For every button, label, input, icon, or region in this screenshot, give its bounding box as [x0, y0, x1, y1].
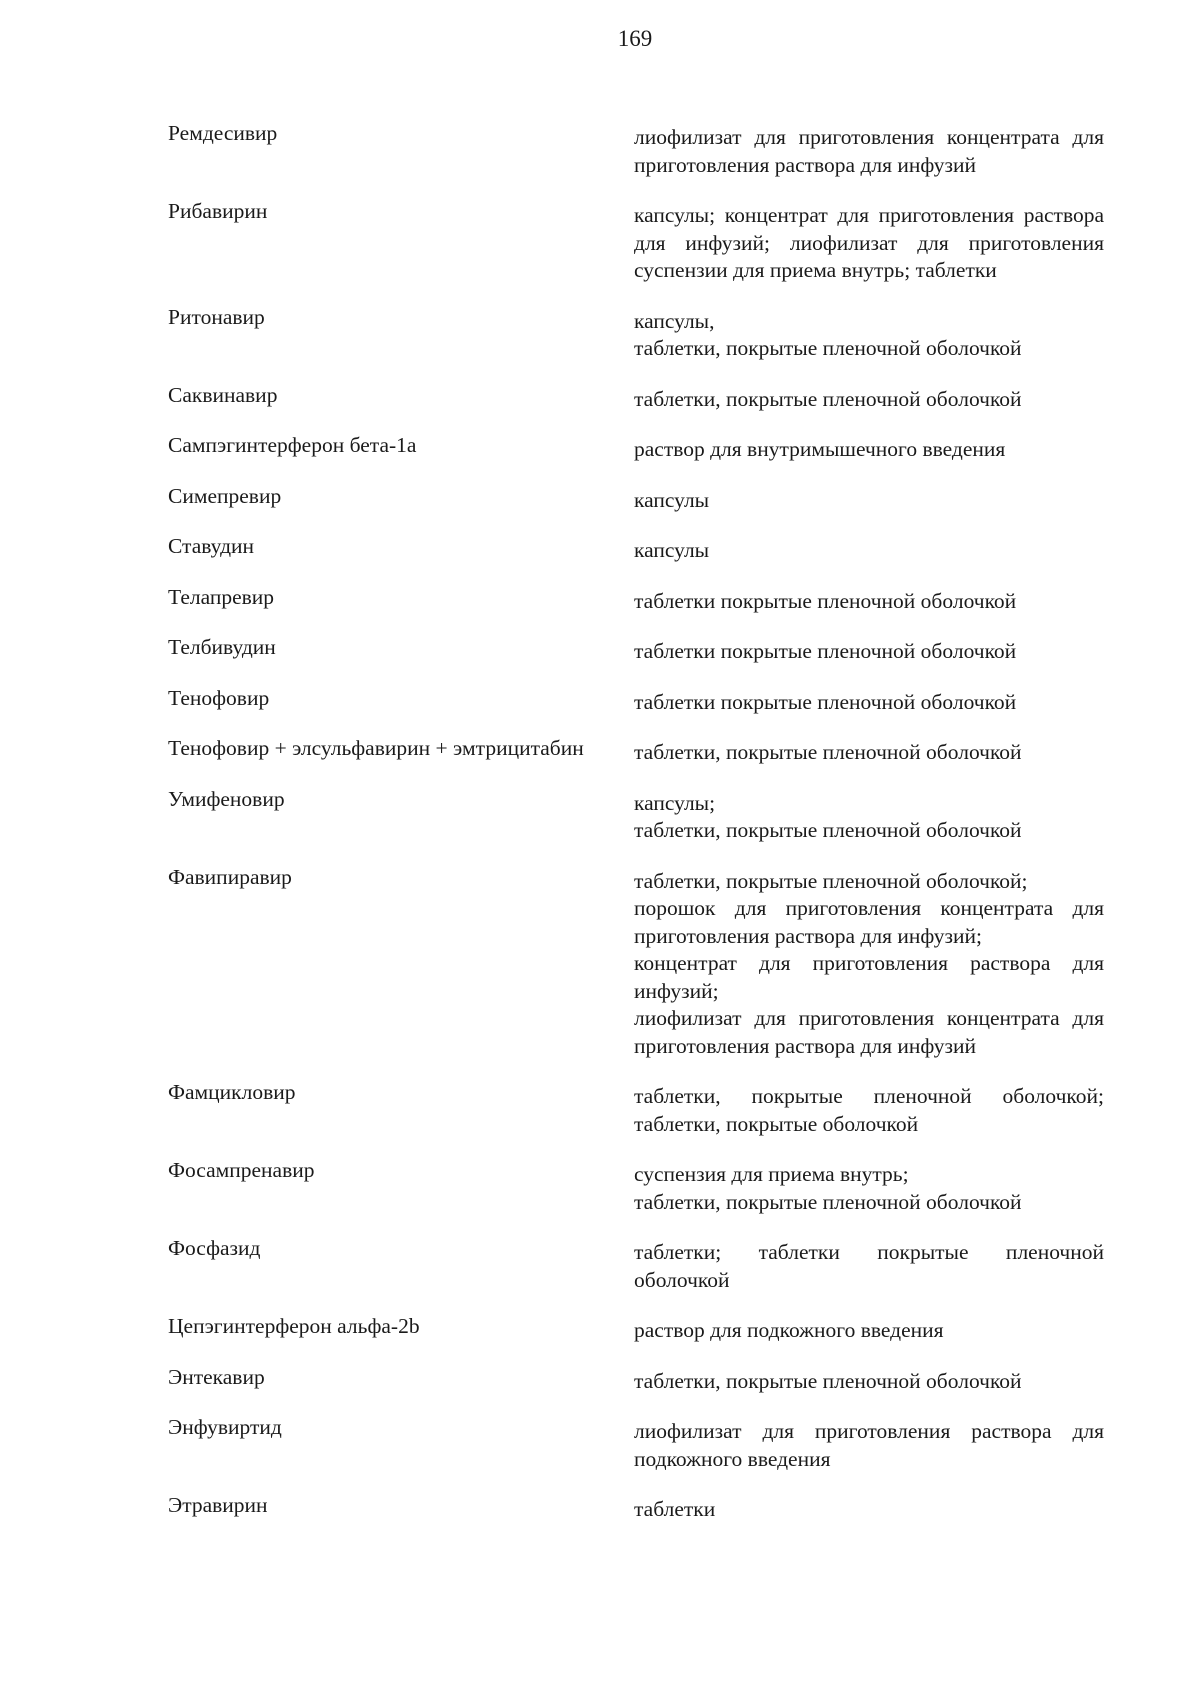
drug-entry-favipiravir	[168, 864, 1112, 1061]
dosage-form-line: таблетки покрытые пленочной оболочкой	[634, 588, 1017, 613]
dosage-forms	[634, 1079, 1104, 1138]
drug-entry-ritonavir	[168, 304, 1112, 363]
dosage-forms	[634, 1414, 1104, 1473]
dosage-forms	[634, 584, 1104, 616]
dosage-forms	[634, 1492, 1104, 1524]
dosage-form-line: концентрат для приготовления раствора для инфузий;	[634, 951, 1104, 1003]
dosage-form-line: таблетки, покрытые пленочной оболочкой	[634, 740, 1022, 764]
dosage-forms	[634, 634, 1104, 666]
dosage-form-line: таблетки, покрытые пленочной оболочкой	[634, 1189, 1022, 1214]
dosage-form-line: раствор для внутримышечного введения	[634, 437, 1006, 461]
dosage-form-line: капсулы,	[634, 308, 715, 333]
dosage-form-line: лиофилизат для приготовления раствора для подкожного введения	[634, 1419, 1104, 1471]
drug-entry-famciclovir	[168, 1079, 1112, 1138]
dosage-form-line: порошок для приготовления концентрата для приготовления раствора для инфузий;	[634, 896, 1104, 948]
dosage-form-line: таблетки, покрытые пленочной оболочкой; таблетки, покрытые оболочкой	[634, 1084, 1104, 1136]
drug-entry-fosamprenavir	[168, 1157, 1112, 1216]
drug-name: Тенофовир + элсульфавирин + эмтрицитабин	[168, 736, 584, 760]
dosage-forms	[634, 1313, 1104, 1345]
dosage-form-line: суспензия для приема внутрь;	[634, 1162, 909, 1186]
drug-entry-umifenovir	[168, 786, 1112, 845]
drug-name: Сампэгинтерферон бета-1а	[168, 433, 417, 457]
drug-entry-entecavir	[168, 1364, 1112, 1396]
drug-entry-sampeginterferon	[168, 432, 1112, 464]
drug-name: Фавипиравир	[168, 864, 292, 889]
drug-entry-ribavirin	[168, 198, 1112, 285]
dosage-form-line: таблетки, покрытые пленочной оболочкой	[634, 818, 1022, 842]
drug-entry-enfuvirtide	[168, 1414, 1112, 1473]
drug-name: Этравирин	[168, 1493, 268, 1517]
dosage-form-line: капсулы; концентрат для приготовления раствора для инфузий; лиофилизат для приготовления суспензии для приема внутрь; таблетки	[634, 203, 1104, 282]
drug-name: Тенофовир	[168, 685, 270, 710]
drug-entry-remdesivir	[168, 120, 1112, 179]
dosage-form-line: таблетки, покрытые пленочной оболочкой	[634, 336, 1022, 360]
drug-name: Телапревир	[168, 584, 275, 609]
drug-name: Ставудин	[168, 534, 255, 558]
dosage-form-line: таблетки; таблетки покрытые пленочной оболочкой	[634, 1240, 1104, 1292]
drug-name: Телбивудин	[168, 635, 276, 659]
dosage-forms	[634, 685, 1104, 717]
drug-list	[168, 120, 1112, 1543]
drug-name: Саквинавир	[168, 382, 278, 407]
drug-name: Фамцикловир	[168, 1080, 296, 1104]
dosage-form-line: лиофилизат для приготовления концентрата для приготовления раствора для инфузий	[634, 125, 1104, 177]
dosage-form-line: лиофилизат для приготовления концентрата для приготовления раствора для инфузий	[634, 1006, 1104, 1058]
dosage-forms	[634, 432, 1104, 464]
drug-name: Симепревир	[168, 483, 282, 508]
drug-entry-telbivudine	[168, 634, 1112, 666]
dosage-form-line: таблетки покрытые пленочной оболочкой	[634, 689, 1017, 714]
drug-name: Фосфазид	[168, 1236, 261, 1260]
dosage-forms	[634, 1235, 1104, 1294]
drug-entry-stavudine	[168, 533, 1112, 565]
dosage-form-line: капсулы	[634, 487, 710, 512]
dosage-forms	[634, 533, 1104, 565]
drug-entry-tenofovir	[168, 685, 1112, 717]
dosage-forms	[634, 786, 1104, 845]
dosage-form-line: таблетки покрытые пленочной оболочкой	[634, 639, 1017, 663]
dosage-form-line: капсулы;	[634, 790, 716, 815]
drug-entry-etravirine	[168, 1492, 1112, 1524]
drug-name: Умифеновир	[168, 786, 285, 811]
dosage-forms	[634, 864, 1104, 1061]
dosage-forms	[634, 198, 1104, 285]
drug-entry-cepeginterferon	[168, 1313, 1112, 1345]
dosage-forms	[634, 1157, 1104, 1216]
dosage-form-line: таблетки, покрытые пленочной оболочкой;	[634, 868, 1028, 893]
drug-entry-phosphazide	[168, 1235, 1112, 1294]
dosage-form-line: капсулы	[634, 538, 710, 562]
drug-name: Энтекавир	[168, 1364, 265, 1389]
dosage-forms	[634, 1364, 1104, 1396]
drug-entry-telaprevir	[168, 584, 1112, 616]
dosage-form-line: раствор для подкожного введения	[634, 1318, 944, 1342]
dosage-form-line: таблетки	[634, 1497, 716, 1521]
drug-entry-tenofovir-combination	[168, 735, 1112, 767]
drug-entry-saquinavir	[168, 382, 1112, 414]
drug-name: Энфувиртид	[168, 1415, 282, 1439]
drug-name: Рибавирин	[168, 199, 268, 223]
drug-name: Цепэгинтерферон альфа-2b	[168, 1314, 420, 1338]
dosage-forms	[634, 735, 1104, 767]
dosage-form-line: таблетки, покрытые пленочной оболочкой	[634, 386, 1022, 411]
drug-name: Ремдесивир	[168, 121, 278, 145]
dosage-form-line: таблетки, покрытые пленочной оболочкой	[634, 1368, 1022, 1393]
page-number: 169	[617, 26, 653, 51]
dosage-forms	[634, 304, 1104, 363]
dosage-forms	[634, 382, 1104, 414]
dosage-forms	[634, 483, 1104, 515]
drug-entry-simeprevir	[168, 483, 1112, 515]
dosage-forms	[634, 120, 1104, 179]
drug-name: Фосампренавир	[168, 1158, 315, 1182]
drug-name: Ритонавир	[168, 304, 265, 329]
